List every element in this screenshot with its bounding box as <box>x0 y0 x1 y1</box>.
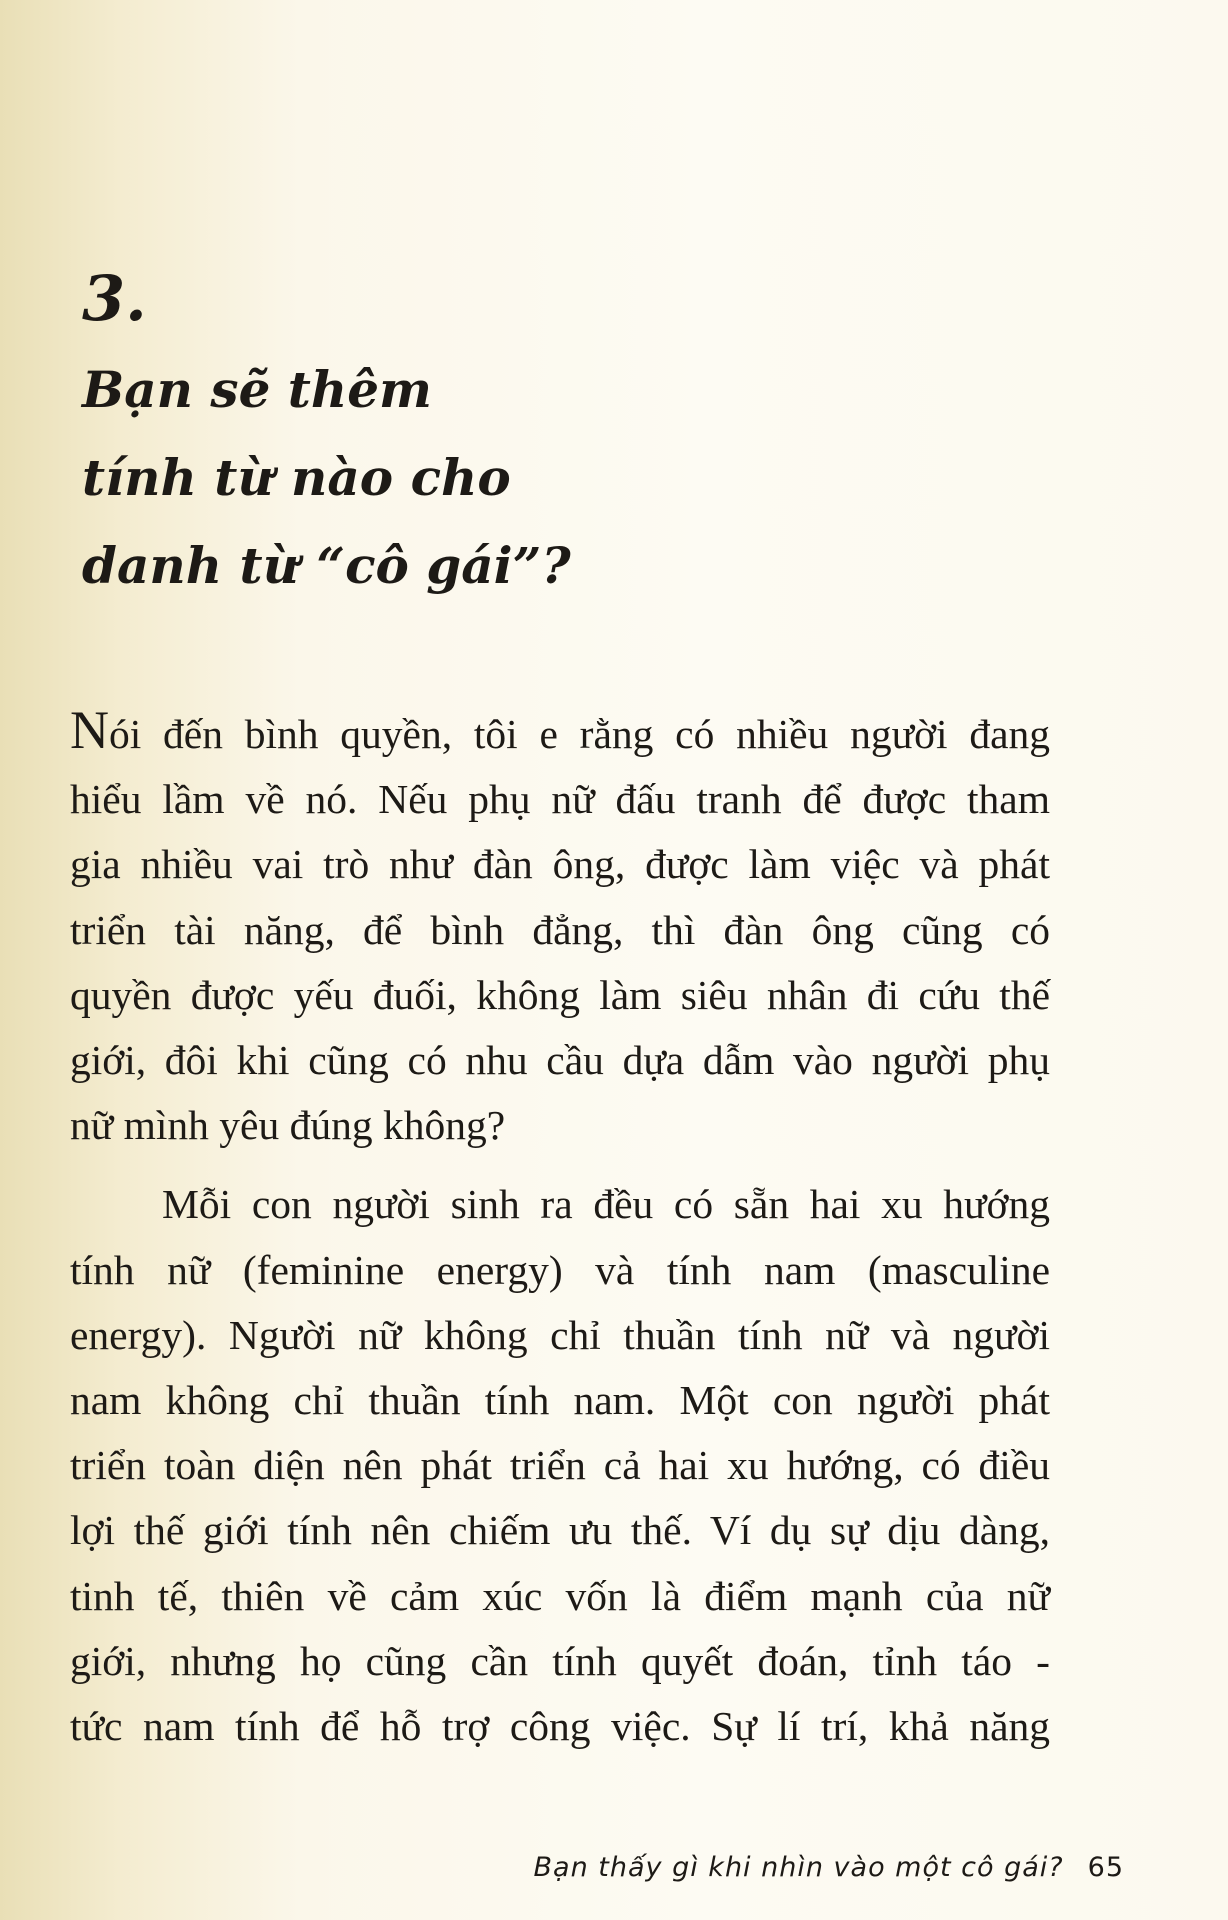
text-line: gia nhiều vai trò như đàn ông, được làm việc và phát <box>70 841 1050 888</box>
text-line: lợi thế giới tính nên chiếm ưu thế. Ví dụ sự dịu dàng, <box>70 1507 1050 1554</box>
text-line: giới, nhưng họ cũng cần tính quyết đoán, tỉnh táo - <box>70 1637 1050 1684</box>
paragraph-2 <box>70 1172 1050 1759</box>
drop-initial: N <box>70 700 109 760</box>
text-line: Mỗi con người sinh ra đều có sẵn hai xu hướng <box>162 1181 1050 1228</box>
body-text <box>70 698 1050 1773</box>
text-line: tức nam tính để hỗ trợ công việc. Sự lí trí, khả năng <box>70 1703 1050 1750</box>
page-footer <box>534 1852 1124 1883</box>
page-number: 65 <box>1087 1852 1124 1883</box>
chapter-title-line: Bạn sẽ thêm <box>82 360 432 419</box>
text-line: nữ mình yêu đúng không? <box>70 1102 506 1149</box>
text-line: tinh tế, thiên về cảm xúc vốn là điểm mạnh của nữ <box>70 1572 1050 1619</box>
text-line: quyền được yếu đuối, không làm siêu nhân đi cứu thế <box>70 971 1050 1018</box>
text-line: Nói đến bình quyền, tôi e rằng có nhiều người đang <box>70 700 1050 760</box>
chapter-title-line: danh từ “cô gái”? <box>82 536 571 595</box>
text-line: energy). Người nữ không chỉ thuần tính nữ và người <box>70 1311 1050 1358</box>
text-line: triển toàn diện nên phát triển cả hai xu hướng, có điều <box>70 1442 1050 1489</box>
text-line: hiểu lầm về nó. Nếu phụ nữ đấu tranh để được tham <box>70 776 1050 823</box>
chapter-title <box>82 346 602 610</box>
paragraph-1 <box>70 698 1050 1158</box>
text-line: triển tài năng, để bình đẳng, thì đàn ông cũng có <box>70 906 1050 953</box>
chapter-number: 3. <box>82 262 147 335</box>
text-line: nam không chỉ thuần tính nam. Một con người phát <box>70 1377 1050 1424</box>
text-line: giới, đôi khi cũng có nhu cầu dựa dẫm vào người phụ <box>70 1037 1050 1084</box>
running-title: Bạn thấy gì khi nhìn vào một cô gái? <box>533 1852 1064 1883</box>
chapter-title-line: tính từ nào cho <box>82 448 511 507</box>
text-line: tính nữ (feminine energy) và tính nam (masculine <box>70 1246 1050 1293</box>
